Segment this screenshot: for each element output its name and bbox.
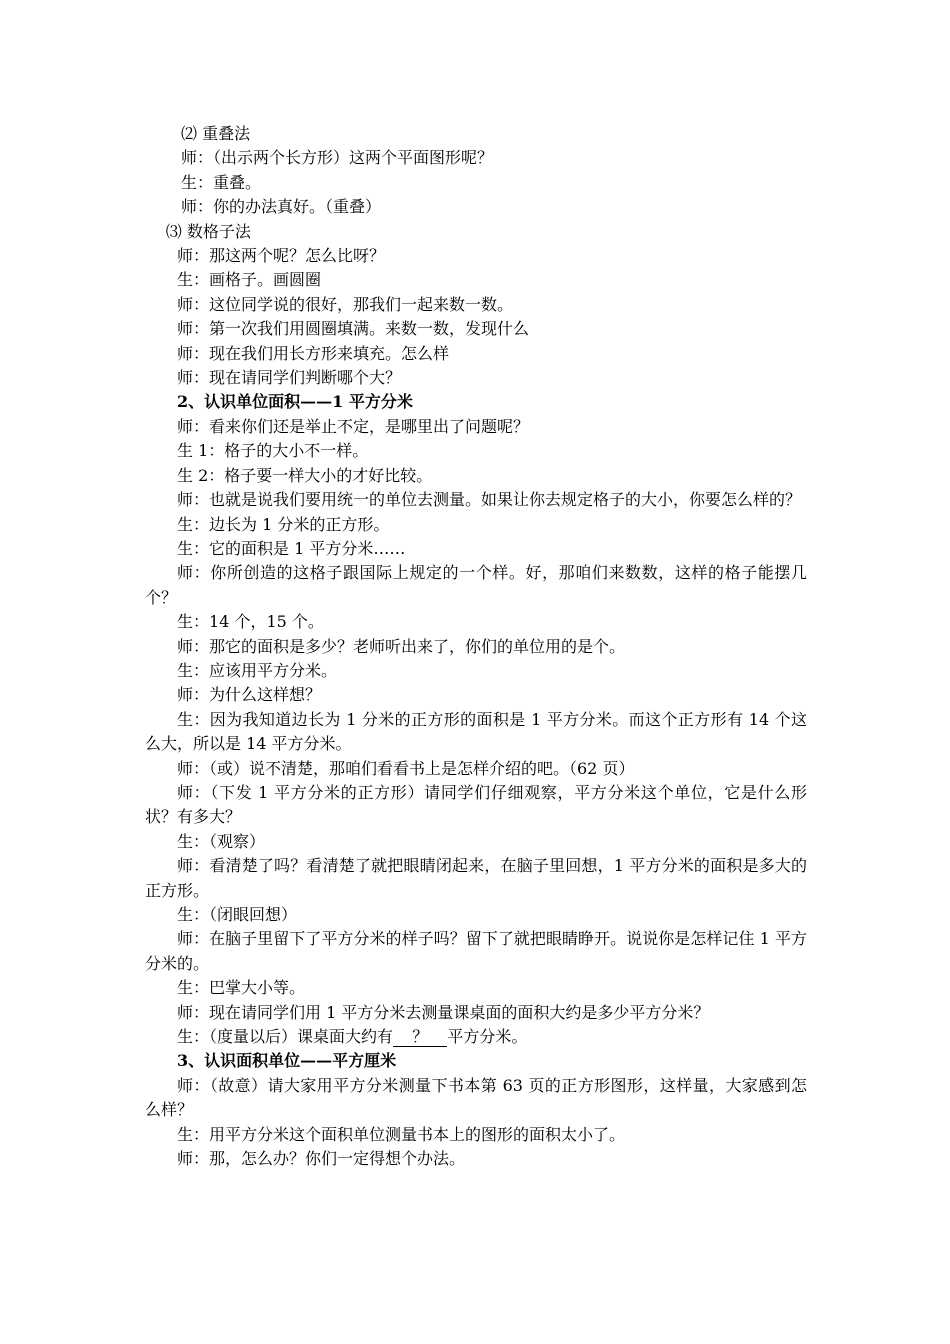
text-line: 生：画格子。画圆圈 xyxy=(177,270,322,290)
text-line: 师：在脑子里留下了平方分米的样子吗？留下了就把眼睛睁开。说说你是怎样记住 1 平方分米的。 xyxy=(145,929,807,973)
text-line: 师：现在我们用长方形来填充。怎么样 xyxy=(177,343,450,363)
text-line: 生：用平方分米这个面积单位测量书本上的图形的面积太小了。 xyxy=(177,1124,626,1144)
section-heading: 2、认识单位面积——1 平方分米 xyxy=(177,392,413,412)
section-heading: 3、认识面积单位——平方厘米 xyxy=(177,1051,397,1071)
text-line: 师：你的办法真好。（重叠） xyxy=(181,197,382,217)
text-line: ⑵ 重叠法 xyxy=(181,124,251,143)
document-body xyxy=(145,122,807,1171)
text-line: 师：（下发 1 平方分米的正方形）请同学们仔细观察，平方分米这个单位，它是什么形状？有多大？ xyxy=(145,782,807,827)
text-line: 师：为什么这样想？ xyxy=(177,685,322,705)
text-line: 生：巴掌大小等。 xyxy=(177,978,306,998)
text-line: 师：现在请同学们用 1 平方分米去测量课桌面的面积大约是多少平方分米？ xyxy=(177,1002,710,1022)
text-line: 师：（故意）请大家用平方分米测量下书本第 63 页的正方形图形，这样量，大家感到怎么样？ xyxy=(145,1075,807,1120)
text-line: 师：看清楚了吗？看清楚了就把眼睛闭起来，在脑子里回想，1 平方分米的面积是多大的正方形。 xyxy=(145,856,807,900)
text-line: 生：重叠。 xyxy=(181,172,262,192)
text-line: 师：（或）说不清楚，那咱们看看书上是怎样介绍的吧。（62 页） xyxy=(177,758,635,778)
text-line: 师：看来你们还是举止不定，是哪里出了问题呢？ xyxy=(177,416,530,436)
text-line: 师：那这两个呢？怎么比呀？ xyxy=(177,246,386,266)
text-line: 生：（观察） xyxy=(177,831,266,851)
text-line: 师：你所创造的这格子跟国际上规定的一个样。好，那咱们来数数，这样的格子能摆几个？ xyxy=(145,563,807,607)
text-line: ⑶ 数格子法 xyxy=(165,221,251,241)
text-block-2 xyxy=(145,1049,807,1171)
fill-in-before: 生：（度量以后）课桌面大约有 xyxy=(177,1027,394,1047)
fill-in-after: 平方分米。 xyxy=(447,1027,528,1047)
text-line: 师：那它的面积是多少？老师听出来了，你们的单位用的是个。 xyxy=(177,636,626,656)
fill-in-line xyxy=(145,1025,807,1049)
text-line: 师：现在请同学们判断哪个大？ xyxy=(177,368,402,388)
text-line: 师：（出示两个长方形）这两个平面图形呢？ xyxy=(181,148,494,168)
text-line: 生 1：格子的大小不一样。 xyxy=(177,441,369,461)
text-line: 生：边长为 1 分米的正方形。 xyxy=(177,514,390,534)
text-line: 生：因为我知道边长为 1 分米的正方形的面积是 1 平方分米。而这个正方形有 14 个这么大，所以是 14 平方分米。 xyxy=(145,709,807,754)
text-line: 生：应该用平方分米。 xyxy=(177,660,338,680)
text-line: 生：它的面积是 1 平方分米…… xyxy=(177,538,406,558)
text-line: 师：第一次我们用圆圈填满。来数一数，发现什么 xyxy=(177,319,530,339)
text-line: 生：（闭眼回想） xyxy=(177,905,298,924)
text-line: 生：14 个，15 个。 xyxy=(177,612,324,632)
text-line: 师：这位同学说的很好，那我们一起来数一数。 xyxy=(177,294,514,314)
text-line: 师：那，怎么办？你们一定得想个办法。 xyxy=(177,1149,466,1169)
text-line: 师：也就是说我们要用统一的单位去测量。如果让你去规定格子的大小，你要怎么样的？ xyxy=(177,490,802,510)
text-block-1 xyxy=(145,122,807,1025)
text-line: 生 2：格子要一样大小的才好比较。 xyxy=(177,465,433,485)
fill-in-blank: ？ xyxy=(393,1028,447,1047)
